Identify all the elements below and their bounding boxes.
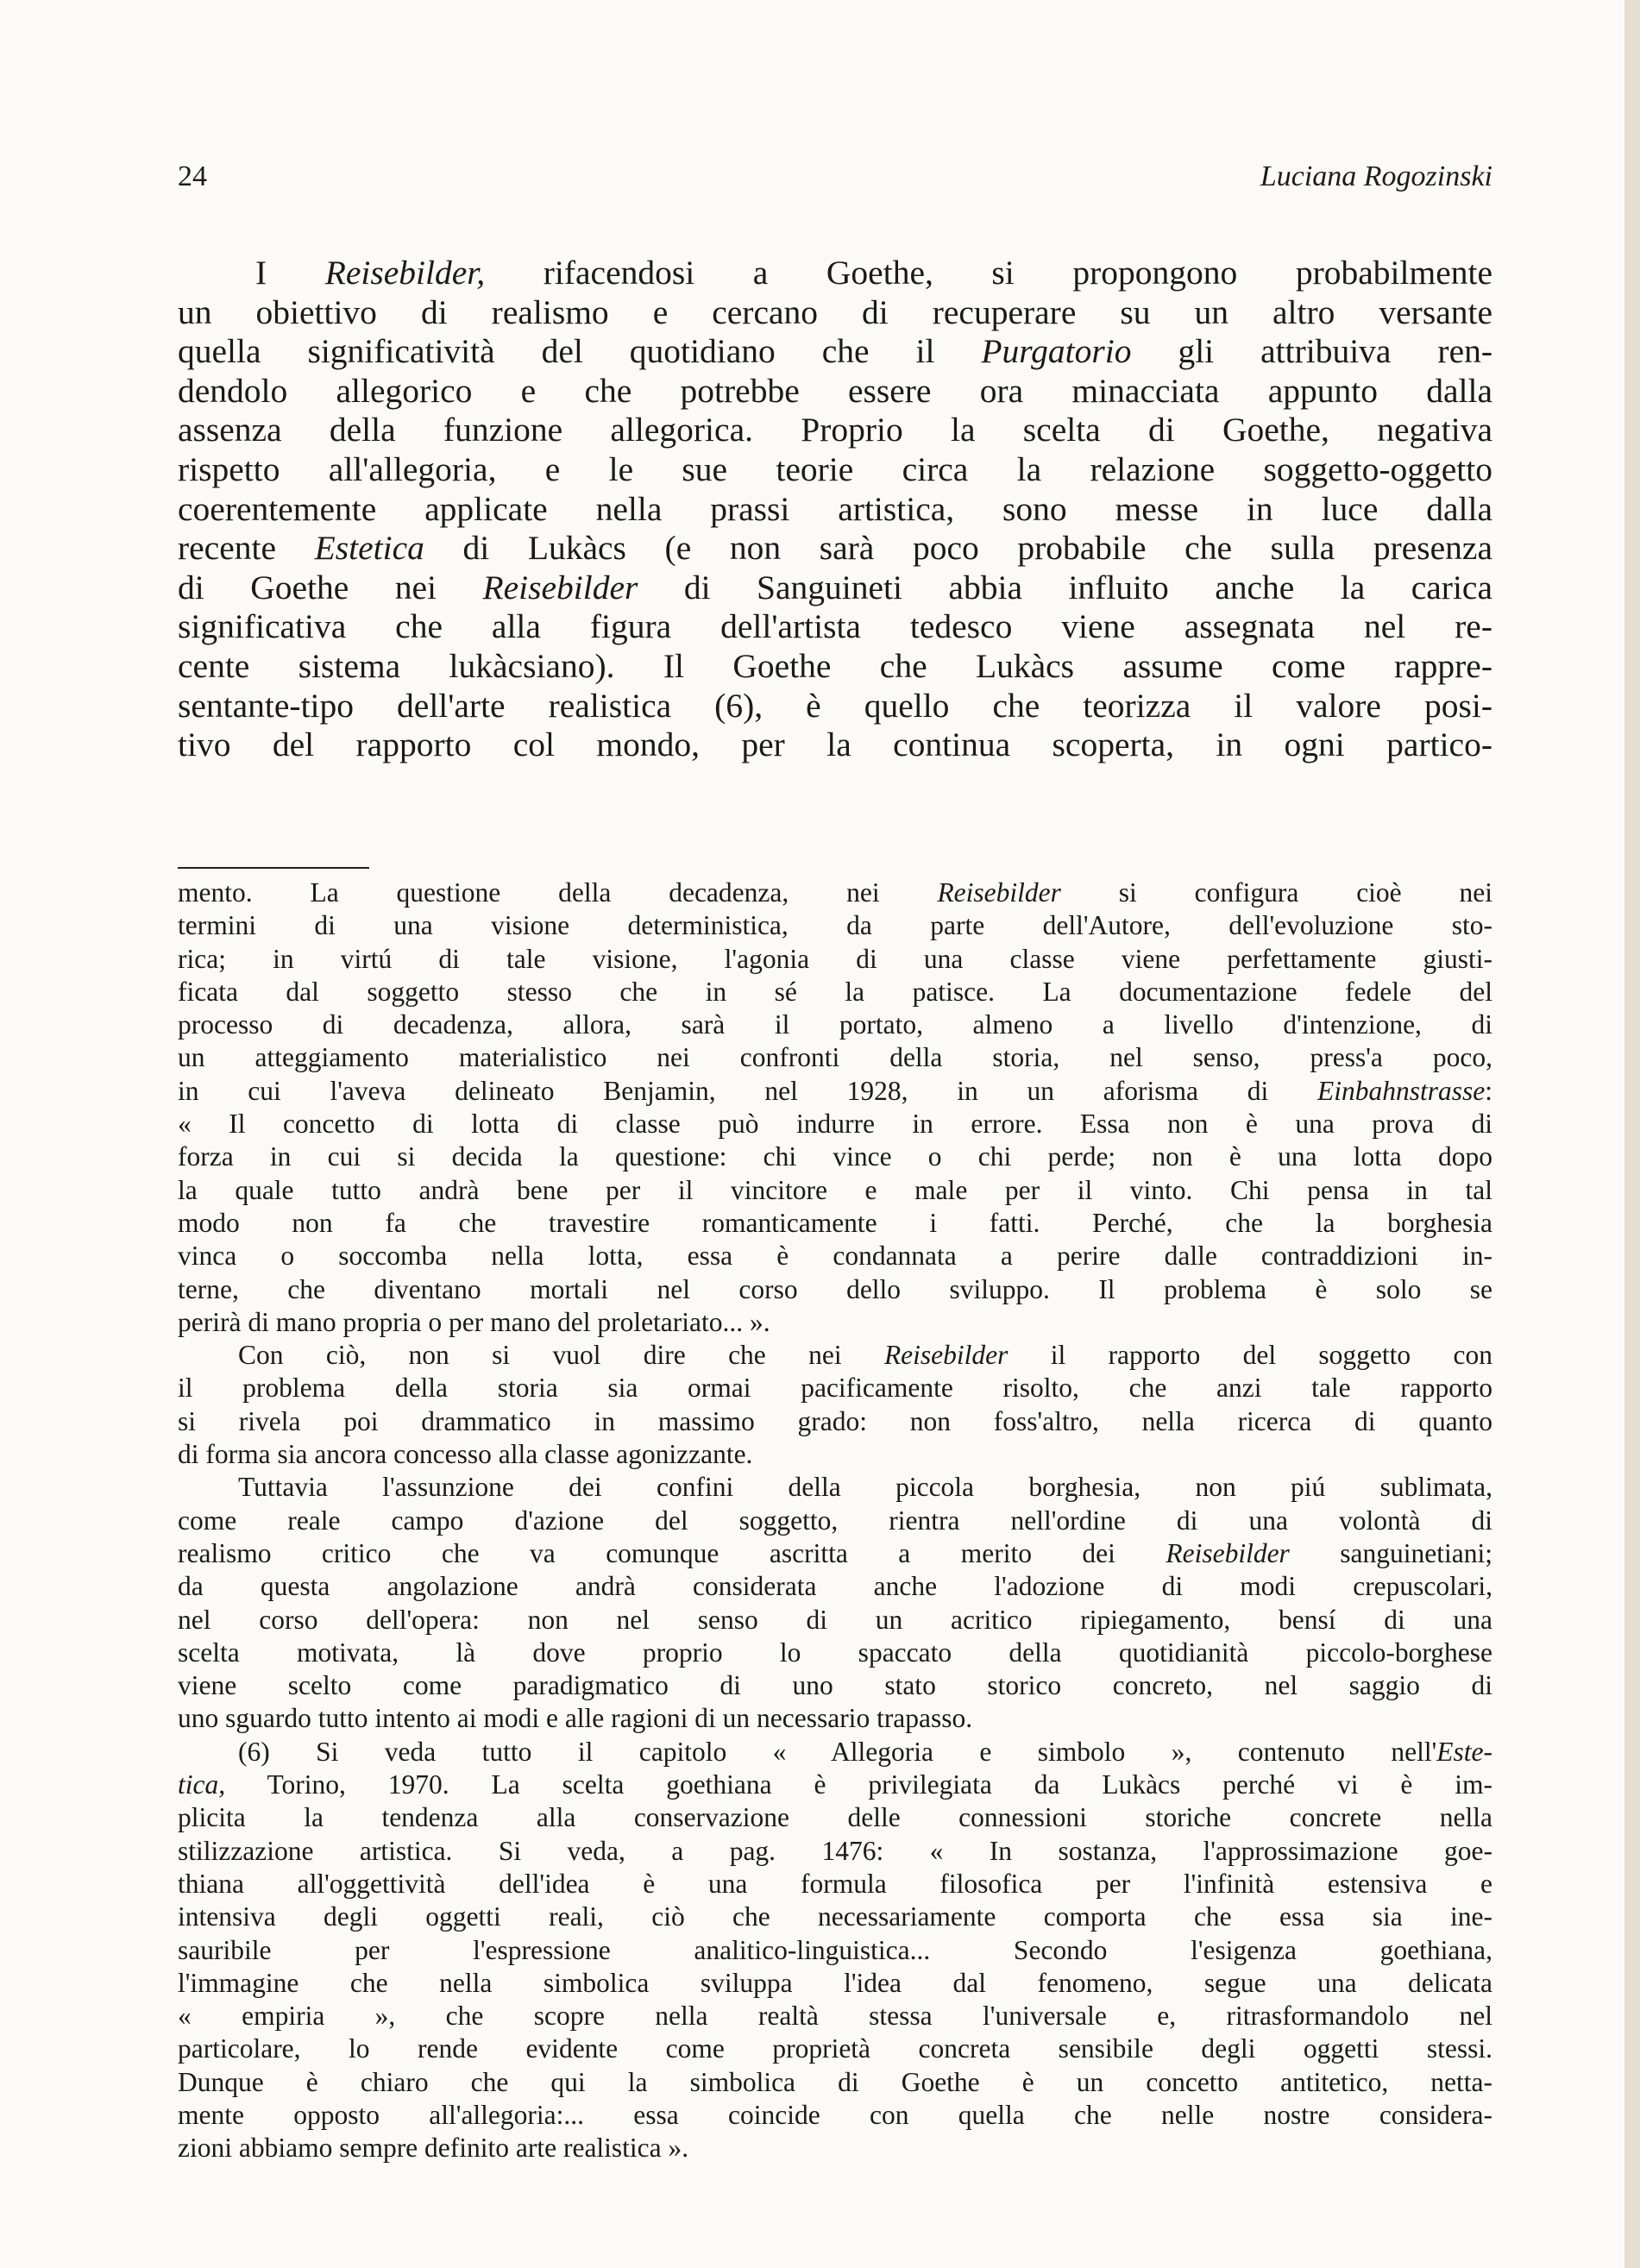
italic-title: tica, — [178, 1769, 226, 1800]
text-run: cente sistema lukàcsiano). Il Goethe che Lukàcs assume come rappre- — [178, 646, 1492, 685]
footnote-line — [178, 876, 1492, 909]
italic-title: Reisebilder, — [324, 254, 486, 292]
italic-title: Reisebilder — [1166, 1537, 1290, 1568]
text-run: tivo del rapporto col mondo, per la continua scoperta, in ogni partico- — [178, 726, 1492, 764]
footnote-line — [178, 1570, 1492, 1603]
footnote-line — [178, 2132, 1492, 2164]
text-line — [178, 450, 1492, 490]
footnote-line — [178, 1008, 1492, 1041]
text-run: « Il concetto di lotta di classe può indurre in errore. Essa non è una prova di — [178, 1109, 1492, 1140]
italic-title: Einbahnstrasse — [1316, 1075, 1486, 1106]
footnote-line — [178, 1702, 1492, 1735]
footnote-line — [178, 1900, 1492, 1933]
footnote-line — [178, 1207, 1492, 1240]
footnote-line — [178, 1306, 1492, 1339]
text-run: : — [1485, 1075, 1492, 1106]
italic-title: Reisebilder — [883, 1340, 1009, 1371]
text-run: in cui l'aveva delineato Benjamin, nel 1928, in un aforisma di — [178, 1075, 1317, 1106]
text-run: uno sguardo tutto intento ai modi e alle ragioni di un necessario trapasso. — [178, 1703, 973, 1734]
text-run: realismo critico che va comunque ascritta a merito dei — [178, 1537, 1166, 1568]
footnote-line — [178, 1041, 1492, 1074]
footnote-line — [178, 1273, 1492, 1306]
text-line — [178, 490, 1492, 530]
text-run: la quale tutto andrà bene per il vincitore e male per il vinto. Chi pensa in tal — [178, 1174, 1492, 1205]
text-line — [178, 529, 1492, 569]
text-run: sentante-tipo dell'arte realistica (6), è quello che teorizza il valore posi- — [178, 686, 1492, 725]
text-run: modo non fa che travestire romanticamente i fatti. Perché, che la borghesia — [178, 1207, 1492, 1238]
text-run: si configura cioè nei — [1060, 877, 1492, 908]
text-run: vinca o soccomba nella lotta, essa è condannata a perire dalle contraddizioni in- — [178, 1241, 1492, 1272]
footnote-line — [178, 1108, 1492, 1140]
footnote-line — [178, 2099, 1492, 2132]
footnote-line — [178, 1075, 1492, 1108]
text-run: significativa che alla figura dell'artista tedesco viene assegnata nel re- — [178, 607, 1492, 646]
text-run: come reale campo d'azione del soggetto, rientra nell'ordine di una volontà di — [178, 1505, 1492, 1536]
text-run: di forma sia ancora concesso alla classe agonizzante. — [178, 1439, 753, 1470]
text-run: scelta motivata, là dove proprio lo spaccato della quotidianità piccolo-borghese — [178, 1637, 1492, 1668]
text-run: (6) Si veda tutto il capitolo « Allegoria e simbolo », contenuto nell' — [238, 1736, 1437, 1767]
text-run: da questa angolazione andrà considerata anche l'adozione di modi crepuscolari, — [178, 1571, 1492, 1602]
page-number: 24 — [178, 160, 207, 192]
running-head — [178, 160, 1492, 204]
text-run: nel corso dell'opera: non nel senso di un acritico ripiegamento, bensí di una — [178, 1604, 1492, 1635]
footnote-line — [178, 1471, 1492, 1504]
text-run: intensiva degli oggetti reali, ciò che necessariamente comporta che essa sia ine- — [178, 1901, 1492, 1932]
text-run: assenza della funzione allegorica. Proprio la scelta di Goethe, negativa — [178, 411, 1492, 449]
text-run: Torino, 1970. La scelta goethiana è privilegiata da Lukàcs perché vi è im- — [225, 1769, 1492, 1800]
text-run: un obiettivo di realismo e cercano di recuperare su un altro versante — [178, 292, 1492, 331]
text-line — [178, 293, 1492, 333]
footnote-divider — [178, 867, 369, 869]
text-line — [178, 687, 1492, 726]
footnote-line — [178, 2032, 1492, 2065]
text-run: thiana all'oggettività dell'idea è una formula filosofica per l'infinità estensiva e — [178, 1868, 1492, 1899]
text-run: di Goethe nei — [178, 568, 483, 606]
text-run: Con ciò, non si vuol dire che nei — [238, 1340, 884, 1371]
footnote-line — [178, 1835, 1492, 1868]
text-run: mente opposto all'allegoria:... essa coincide con quella che nelle nostre considera- — [178, 2099, 1492, 2130]
text-line — [178, 372, 1492, 412]
text-run: coerentemente applicate nella prassi artistica, sono messe in luce dalla — [178, 489, 1492, 528]
text-run: plicita la tendenza alla conservazione delle connessioni storiche concrete nella — [178, 1802, 1492, 1833]
text-run: « empiria », che scopre nella realtà stessa l'universale e, ritrasformandolo nel — [178, 2001, 1492, 2032]
text-run: dendolo allegorico e che potrebbe essere ora minacciata appunto dalla — [178, 371, 1492, 410]
text-run: particolare, lo rende evidente come proprietà concreta sensibile degli oggetti stessi. — [178, 2033, 1492, 2064]
main-text — [178, 254, 1492, 765]
text-line — [178, 411, 1492, 450]
text-run: processo di decadenza, allora, sarà il portato, almeno a livello d'intenzione, di — [178, 1009, 1492, 1040]
text-run: si rivela poi drammatico in massimo grado: non foss'altro, nella ricerca di quanto — [178, 1405, 1492, 1436]
text-run: rispetto all'allegoria, e le sue teorie circa la relazione soggetto-oggetto — [178, 449, 1492, 488]
italic-title: Reisebilder — [482, 568, 638, 606]
text-run: zioni abbiamo sempre definito arte realistica ». — [178, 2133, 689, 2164]
text-run: il rapporto del soggetto con — [1008, 1340, 1492, 1371]
footnote-line — [178, 2066, 1492, 2099]
footnote-line — [178, 976, 1492, 1008]
footnote-line — [178, 1140, 1492, 1173]
text-run: terne, che diventano mortali nel corso dello sviluppo. Il problema è solo se — [178, 1273, 1492, 1304]
footnote-line — [178, 1405, 1492, 1438]
footnote-line — [178, 1669, 1492, 1702]
footnote-line — [178, 1240, 1492, 1272]
text-run: I — [255, 254, 325, 292]
footnotes — [178, 876, 1492, 2165]
text-run: Dunque è chiaro che qui la simbolica di Goethe è un concetto antitetico, netta- — [178, 2066, 1492, 2097]
text-run: stilizzazione artistica. Si veda, a pag. 1476: « In sostanza, l'approssimazione goe- — [178, 1835, 1492, 1866]
text-line — [178, 607, 1492, 647]
footnote-line — [178, 1174, 1492, 1207]
footnote-line — [178, 1438, 1492, 1471]
text-run: un atteggiamento materialistico nei confronti della storia, nel senso, press'a poco, — [178, 1042, 1492, 1073]
text-run: recente — [178, 529, 315, 568]
text-line — [178, 726, 1492, 765]
text-run: viene scelto come paradigmatico di uno stato storico concreto, nel saggio di — [178, 1670, 1492, 1701]
text-run: quella significatività del quotidiano che il — [178, 332, 982, 371]
footnote-line — [178, 909, 1492, 942]
footnote-line — [178, 1934, 1492, 1967]
text-run: il problema della storia sia ormai pacificamente risolto, che anzi tale rapporto — [178, 1373, 1492, 1404]
footnote-line — [178, 1505, 1492, 1537]
text-run: sauribile per l'espressione analitico-linguistica... Secondo l'esigenza goethiana, — [178, 1934, 1492, 1965]
text-run: mento. La questione della decadenza, nei — [178, 877, 938, 908]
footnote-line — [178, 1801, 1492, 1834]
footnote-line — [178, 1967, 1492, 2000]
text-run: perirà di mano propria o per mano del proletariato... ». — [178, 1306, 770, 1337]
text-run: forza in cui si decida la questione: chi vince o chi perde; non è una lotta dopo — [178, 1141, 1492, 1172]
text-line — [178, 254, 1492, 293]
text-line — [178, 332, 1492, 372]
text-run: l'immagine che nella simbolica sviluppa l'idea dal fenomeno, segue una delicata — [178, 1967, 1492, 1998]
text-run: di Lukàcs (e non sarà poco probabile che sulla presenza — [424, 529, 1492, 568]
text-run: di Sanguineti abbia influito anche la carica — [638, 568, 1492, 606]
footnote-line — [178, 1339, 1492, 1372]
italic-title: Este- — [1436, 1736, 1492, 1767]
italic-title: Purgatorio — [981, 332, 1132, 371]
text-line — [178, 569, 1492, 608]
text-run: rica; in virtú di tale visione, l'agonia di una classe viene perfettamente giusti- — [178, 943, 1492, 974]
text-line — [178, 647, 1492, 687]
footnote-line — [178, 1868, 1492, 1900]
text-run: termini di una visione deterministica, da parte dell'Autore, dell'evoluzione sto- — [178, 910, 1492, 941]
italic-title: Estetica — [314, 529, 424, 568]
text-run: rifacendosi a Goethe, si propongono probabilmente — [485, 254, 1493, 292]
footnote-line — [178, 943, 1492, 976]
text-run: gli attribuiva ren- — [1131, 332, 1493, 371]
footnote-line — [178, 1769, 1492, 1801]
footnote-line — [178, 1637, 1492, 1669]
text-run: Tuttavia l'assunzione dei confini della piccola borghesia, non piú sublimata, — [238, 1472, 1492, 1503]
italic-title: Reisebilder — [937, 877, 1061, 908]
footnote-line — [178, 1604, 1492, 1637]
footnote-line — [178, 1736, 1492, 1769]
footnote-line — [178, 1537, 1492, 1570]
text-run: sanguinetiani; — [1289, 1537, 1492, 1568]
footnote-line — [178, 2000, 1492, 2032]
running-head-author: Luciana Rogozinski — [1260, 160, 1492, 192]
footnote-line — [178, 1372, 1492, 1404]
text-run: ficata dal soggetto stesso che in sé la patisce. La documentazione fedele del — [178, 976, 1492, 1007]
